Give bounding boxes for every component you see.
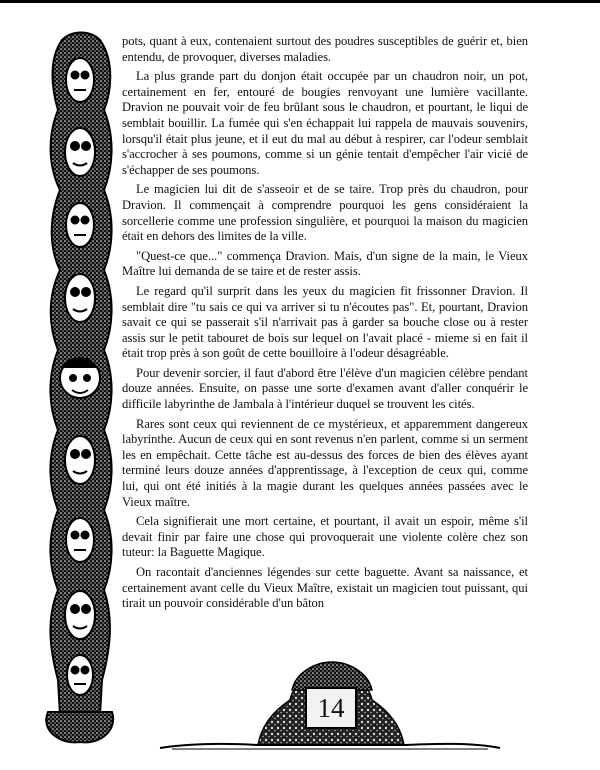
face-icon	[60, 358, 100, 398]
skull-icon	[66, 518, 94, 562]
paragraph: Cela signifierait une mort certaine, et pourtant, il avait un espoir, même s'il devait finir par faire une chose qui provoquerait une violente colère chez son tuteur: la Baguette Magique.	[122, 514, 528, 560]
skull-icon	[65, 128, 95, 176]
skull-icon	[65, 591, 95, 639]
paragraph: Le regard qu'il surprit dans les yeux du magicien fit frissonner Dravion. Il semblait dire "tu sais ce qui va arriver si tu n'écoutes pas". Et, pourtant, Dravion savait ce qui se passerait s'il n'arrivait pas à garder sa bouche close ou à rester assis sur le petit tabouret de bois sur lequel on l'avait placé - mieme si en fait il était trop près à son goût de cette bouilloire à l'odeur désagréable.	[122, 283, 528, 361]
paragraph: La plus grande part du donjon était occupée par un chaudron noir, un pot, certainement en fer, entouré de bougies renvoyant une lumière vacillante. Dravion ne pouvait voir de feu brûlant sous le chaudron, et pourtant, le liqui de semblait bouillir. La fumée qui s'en échappait lui rappela de mauvais souvenirs, lorsqu'il était plus jeune, et il eut du mal au début à respirer, car l'odeur semblait s'accrocher à ses poumons, comme si un génie tentait d'empêcher l'air vicié de s'échapper de ses poumons.	[122, 69, 528, 177]
paragraph: "Quest-ce que..." commença Dravion. Mais, d'un signe de la main, le Vieux Maître lui demanda de se taire et de rester assis.	[122, 248, 528, 279]
paragraph: On racontait d'anciennes légendes sur cette baguette. Avant sa naissance, et certainement avant celle du Vieux Maître, existait un magicien tout puissant, qui tirait un pouvoir considérable d'un bâton	[122, 565, 528, 611]
border-base-curl	[46, 712, 113, 742]
paragraph: Pour devenir sorcier, il faut d'abord être l'élève d'un magicien célèbre pendant douze années. Ensuite, on passe une sorte d'examen avant d'aller conquérir le difficile labyrinthe de Jambala à l'intérieur duquel se trouvent les cités.	[122, 365, 528, 412]
body-text	[122, 34, 528, 616]
page-number: 14	[317, 693, 345, 723]
skull-icon	[65, 274, 95, 322]
skull-icon	[67, 655, 93, 695]
paragraph: pots, quant à eux, contenaient surtout des poudres susceptibles de guérir et, bien entendu, de provoquer, diverses maladies.	[122, 34, 528, 64]
skull-icon	[66, 203, 94, 247]
skull-icon	[65, 436, 95, 484]
skull-icon	[66, 58, 94, 102]
paragraph: Rares sont ceux qui reviennent de ce mystérieux, et apparemment dangereux labyrinthe. Aucun de ceux qui en sont revenus n'en parlent, comme si un serment les en empêchait. Cette tâche est au-dessus des forces de bien des élèves ayant terminé leurs douze années d'apprentissage, à l'exception de ceux qui, comme lui, qui ont été initiés à la magie durant les quelques années passées avec le Vieux maître.	[122, 416, 528, 509]
paragraph: Le magicien lui dit de s'asseoir et de se taire. Trop près du chaudron, pour Dravion. Il commençait à comprendre pourquoi les gens considéraient la sorcellerie comme une profession singulière, et pourquoi la maison du magicien était en dehors des limites de la ville.	[122, 182, 528, 244]
